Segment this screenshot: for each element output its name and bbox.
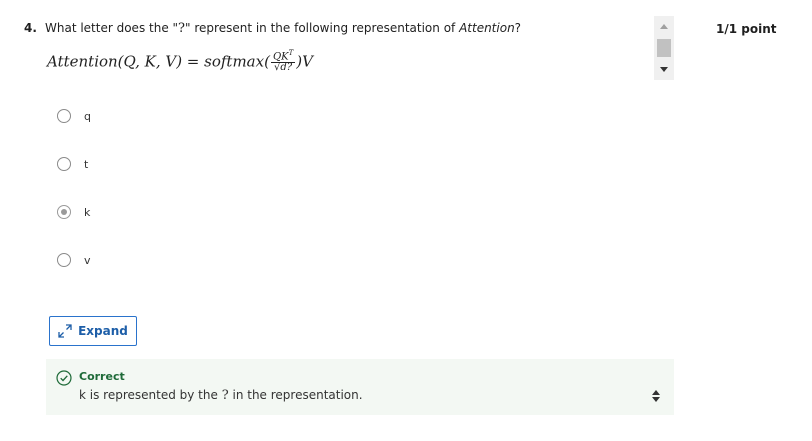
check-circle-icon (56, 370, 72, 386)
question-text (45, 21, 521, 36)
option-k[interactable] (57, 203, 90, 221)
sort-arrows-icon[interactable] (651, 389, 661, 403)
formula-lhs: Attention(Q, K, V) = softmax( (47, 52, 270, 71)
formula-scrollbar[interactable] (654, 16, 674, 80)
question-text-emph: Attention (459, 21, 515, 35)
expand-button-label: Expand (78, 324, 128, 338)
formula-numerator (271, 48, 295, 63)
radio-k[interactable] (57, 205, 71, 219)
option-label-v: v (84, 253, 91, 267)
option-v[interactable] (57, 251, 91, 269)
question-symbol: ? (178, 21, 186, 36)
formula-fraction (271, 48, 295, 73)
formula-numerator-sup: T (288, 49, 294, 57)
question-number: 4. (24, 21, 37, 35)
expand-button[interactable] (49, 316, 137, 346)
option-q[interactable] (57, 107, 91, 125)
attention-formula (47, 50, 313, 75)
question-text-after: ? (514, 21, 522, 35)
option-label-t: t (84, 157, 89, 171)
feedback-text-after: in the representation. (228, 388, 363, 402)
scroll-down-arrow-icon[interactable] (660, 67, 668, 72)
expand-arrows-icon (58, 324, 72, 338)
option-t[interactable] (57, 155, 88, 173)
question-text-middle: " represent in the following representation of (185, 21, 460, 35)
score-label: 1/1 point (716, 22, 777, 36)
radio-q[interactable] (57, 109, 71, 123)
radio-v[interactable] (57, 253, 71, 267)
feedback-symbol: ? (221, 388, 229, 403)
radio-t[interactable] (57, 157, 71, 171)
formula-rhs: )V (296, 52, 313, 71)
question-text-before: What letter does the " (45, 21, 179, 35)
scroll-up-arrow-icon[interactable] (660, 24, 668, 29)
option-label-k: k (84, 205, 91, 219)
option-label-q: q (84, 109, 91, 123)
feedback-title: Correct (79, 370, 125, 383)
feedback-text (79, 388, 363, 403)
scroll-thumb[interactable] (657, 39, 671, 57)
formula-denominator: √d? (274, 62, 293, 74)
formula-numerator-base: QK (272, 51, 289, 63)
feedback-text-before: k is represented by the (79, 388, 222, 402)
feedback-panel (46, 359, 674, 415)
